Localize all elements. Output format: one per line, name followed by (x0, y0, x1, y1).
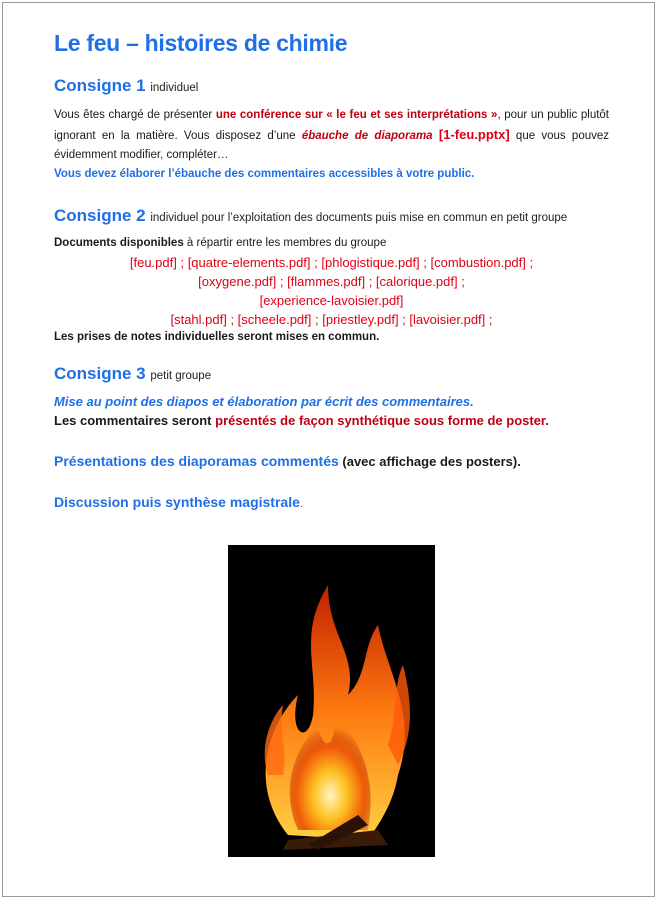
text-highlight: ébauche de diaporama (301, 130, 433, 142)
text: que vous pouvez évidemment modifier, compléter… (54, 130, 610, 161)
consigne-1-text (54, 106, 609, 165)
consigne-1-heading (54, 76, 609, 96)
heading-sub: individuel (150, 82, 199, 94)
heading-text: Consigne 3 (54, 364, 146, 383)
heading-text: Consigne 1 (54, 76, 146, 95)
text: , pour un public plutôt ignorant en la matière. Vous disposez d’une (54, 109, 609, 142)
fire-image (228, 545, 435, 857)
text-bold: Documents disponibles (54, 237, 184, 249)
consigne-3-line-2 (54, 411, 609, 430)
text-highlight: Discussion puis synthèse magistrale (54, 494, 300, 510)
documents-line: [experience-lavoisier.pdf] (259, 293, 404, 308)
text-highlight: une conférence sur « le feu et ses interprétations » (215, 109, 498, 121)
text-highlight: présentés de façon synthétique sous forme de poster. (215, 413, 549, 428)
consigne-2-heading (54, 206, 609, 226)
documents-list (54, 253, 609, 329)
documents-label (54, 234, 609, 253)
document-content (54, 30, 609, 514)
documents-line: [oxygene.pdf] ; [flammes.pdf] ; [calorique.pdf] ; (198, 274, 465, 289)
text: (avec affichage des posters). (338, 454, 521, 469)
text: Vous êtes chargé de présenter (54, 109, 216, 121)
consigne-1-instruction: Vous devez élaborer l’ébauche des commentaires accessibles à votre public. (54, 168, 475, 180)
flame-illustration (228, 545, 435, 857)
heading-sub: individuel pour l’exploitation des documents puis mise en commun en petit groupe (150, 212, 568, 224)
text: . (299, 498, 304, 510)
notes-text: Les prises de notes individuelles seront mises en commun. (54, 331, 380, 343)
heading-sub: petit groupe (150, 370, 212, 382)
discussion-line (54, 493, 609, 514)
text: Les commentaires seront (54, 413, 216, 428)
consigne-3-line-1: Mise au point des diapos et élaboration par écrit des commentaires. (54, 394, 474, 409)
page-title: Le feu – histoires de chimie (54, 30, 348, 56)
heading-text: Consigne 2 (54, 206, 146, 225)
presentations-line (54, 452, 609, 473)
text-highlight: Présentations des diaporamas commentés (54, 453, 339, 469)
documents-line: [stahl.pdf] ; [scheele.pdf] ; [priestley.pdf] ; [lavoisier.pdf] ; (170, 312, 493, 327)
text: à répartir entre les membres du groupe (183, 237, 387, 249)
file-reference: [1-feu.pptx] (438, 127, 510, 142)
consigne-3-heading (54, 364, 609, 384)
documents-line: [feu.pdf] ; [quatre-elements.pdf] ; [phlogistique.pdf] ; [combustion.pdf] ; (129, 255, 534, 270)
